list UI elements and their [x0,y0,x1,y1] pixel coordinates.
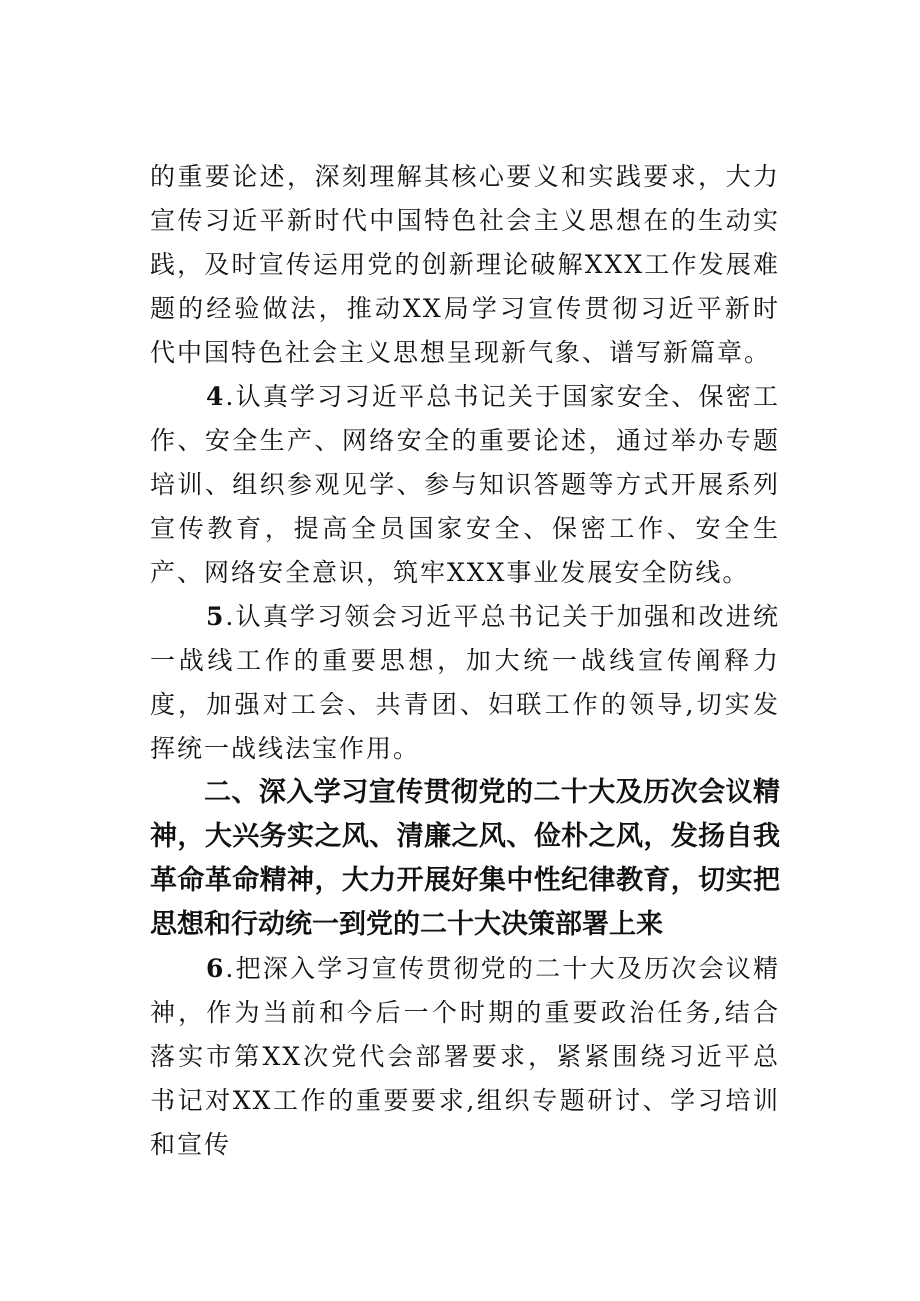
item-number: 6 [206,954,226,983]
paragraph-text: .把深入学习宣传贯彻党的二十大及历次会议精神，作为当前和今后一个时期的重要政治任务,结合落实市第XX次党代会部署要求，紧紧围绕习近平总书记对XX工作的重要要求,组织专题研讨、学习培训和宣传 [150,954,780,1159]
document-page [150,155,780,1167]
paragraph-text: .认真学习习近平总书记关于国家安全、保密工作、安全生产、网络安全的重要论述，通过举办专题培训、组织参观见学、参与知识答题等方式开展系列宣传教育，提高全员国家安全、保密工作、安全生产、网络安全意识，筑牢XXX事业发展安全防线。 [150,382,780,587]
paragraph-item-6 [150,947,780,1167]
section-heading-2: 二、深入学习宣传贯彻党的二十大及历次会议精神，大兴务实之风、清廉之风、俭朴之风，发扬自我革命革命精神，大力开展好集中性纪律教育，切实把思想和行动统一到党的二十大决策部署上来 [150,777,780,940]
paragraph-item-5 [150,595,780,771]
item-number: 4 [206,382,226,411]
paragraph-item-4 [150,375,780,595]
paragraph-text: .认真学习领会习近平总书记关于加强和改进统一战线工作的重要思想，加大统一战线宣传阐释力度，加强对工会、共青团、妇联工作的领导,切实发挥统一战线法宝作用。 [150,602,780,763]
item-number: 5 [206,602,226,631]
paragraph-continuation: 的重要论述，深刻理解其核心要义和实践要求，大力宣传习近平新时代中国特色社会主义思想在的生动实践，及时宣传运用党的创新理论破解XXX工作发展难题的经验做法，推动XX局学习宣传贯彻习近平新时代中国特色社会主义思想呈现新气象、谱写新篇章。 [150,162,780,367]
